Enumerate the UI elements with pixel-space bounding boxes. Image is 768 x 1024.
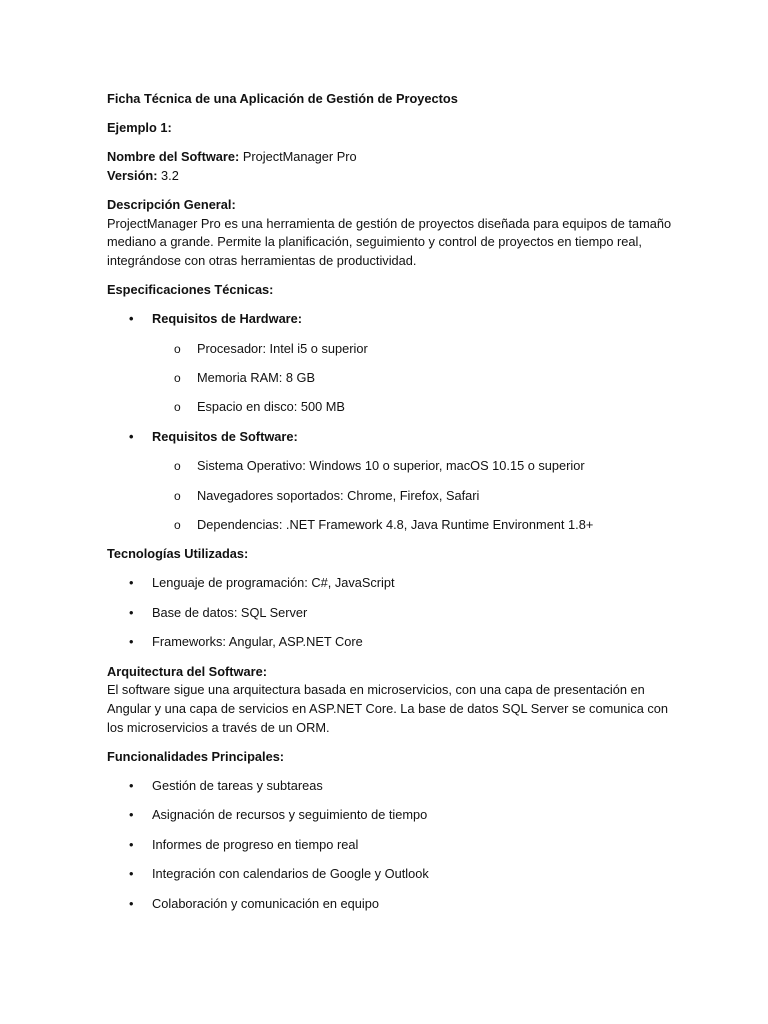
software-item-text: Dependencias: .NET Framework 4.8, Java Runtime Environment 1.8+ [197,517,594,532]
sub-bullet-icon: o [174,400,181,415]
hardware-item-text: Espacio en disco: 500 MB [197,399,345,415]
feature-item-text: Informes de progreso en tiempo real [152,836,359,852]
software-version-value: 3.2 [157,167,179,183]
technology-item-text: Frameworks: Angular, ASP.NET Core [152,634,363,650]
feature-item-text: Colaboración y comunicación en equipo [152,895,379,911]
software-version-line [107,167,677,186]
sub-bullet-icon: o [174,341,181,356]
technology-item-text: Lenguaje de programación: C#, JavaScript [152,575,395,591]
software-name-line [107,148,677,167]
bullet-icon: • [129,311,134,327]
software-item [107,457,677,476]
software-item [107,516,677,535]
features-heading: Funcionalidades Principales: [107,749,285,765]
software-item-text: Sistema Operativo: Windows 10 o superior, macOS 10.15 o superior [197,458,585,474]
hardware-item [107,340,677,359]
description-heading: Descripción General: [107,196,236,212]
hardware-item [107,398,677,417]
software-item-text: Navegadores soportados: Chrome, Firefox, Safari [197,487,480,503]
software-requirements-item [107,428,677,447]
feature-item [107,806,677,825]
bullet-icon: • [129,778,134,794]
technology-item [107,633,677,652]
bullet-icon: • [129,634,134,650]
feature-item-text: Integración con calendarios de Google y Outlook [152,866,429,882]
feature-item [107,836,677,855]
feature-item [107,777,677,796]
feature-item-text: Gestión de tareas y subtareas [152,778,323,794]
example-label: Ejemplo 1: [107,119,172,135]
description-section [107,196,677,272]
bullet-icon: • [129,895,134,911]
technology-item [107,574,677,593]
bullet-icon: • [129,428,134,444]
technology-item-text: Base de datos: SQL Server [152,604,308,620]
bullet-icon: • [129,836,134,852]
feature-item-text: Asignación de recursos y seguimiento de tiempo [152,807,428,823]
hardware-requirements-heading: Requisitos de Hardware: [152,311,303,327]
software-info-block [107,148,677,186]
technologies-heading: Tecnologías Utilizadas: [107,546,249,562]
document-body [107,90,677,924]
bullet-icon: • [129,866,134,882]
software-requirements-heading: Requisitos de Software: [152,428,298,444]
software-name-value: ProjectManager Pro [239,148,357,164]
architecture-section [107,663,677,739]
software-version-label: Versión: [107,167,158,183]
architecture-heading: Arquitectura del Software: [107,663,267,679]
bullet-icon: • [129,575,134,591]
hardware-item [107,369,677,388]
software-name-label: Nombre del Software: [107,148,240,164]
specs-heading: Especificaciones Técnicas: [107,282,274,298]
hardware-requirements-item [107,310,677,329]
feature-item [107,895,677,914]
feature-item [107,865,677,884]
bullet-icon: • [129,604,134,620]
bullet-icon: • [129,807,134,823]
software-item [107,487,677,506]
sub-bullet-icon: o [174,488,181,503]
hardware-item-text: Memoria RAM: 8 GB [197,369,316,385]
sub-bullet-icon: o [174,518,181,532]
description-text: ProjectManager Pro es una herramienta de gestión de proyectos diseñada para equipos de tamaño mediano a grande. Permite la planificación, seguimiento y control de proyectos en tiempo real, integrándose con otras herramientas de productividad. [107,215,672,269]
sub-bullet-icon: o [174,459,181,474]
architecture-text: El software sigue una arquitectura basada en microservicios, con una capa de presentación en Angular y una capa de servicios en ASP.NET Core. La base de datos SQL Server se comunica con los microservicios a través de un ORM. [107,682,669,736]
document-title: Ficha Técnica de una Aplicación de Gestión de Proyectos [107,91,458,106]
sub-bullet-icon: o [174,370,181,385]
hardware-item-text: Procesador: Intel i5 o superior [197,340,368,356]
technology-item [107,604,677,623]
